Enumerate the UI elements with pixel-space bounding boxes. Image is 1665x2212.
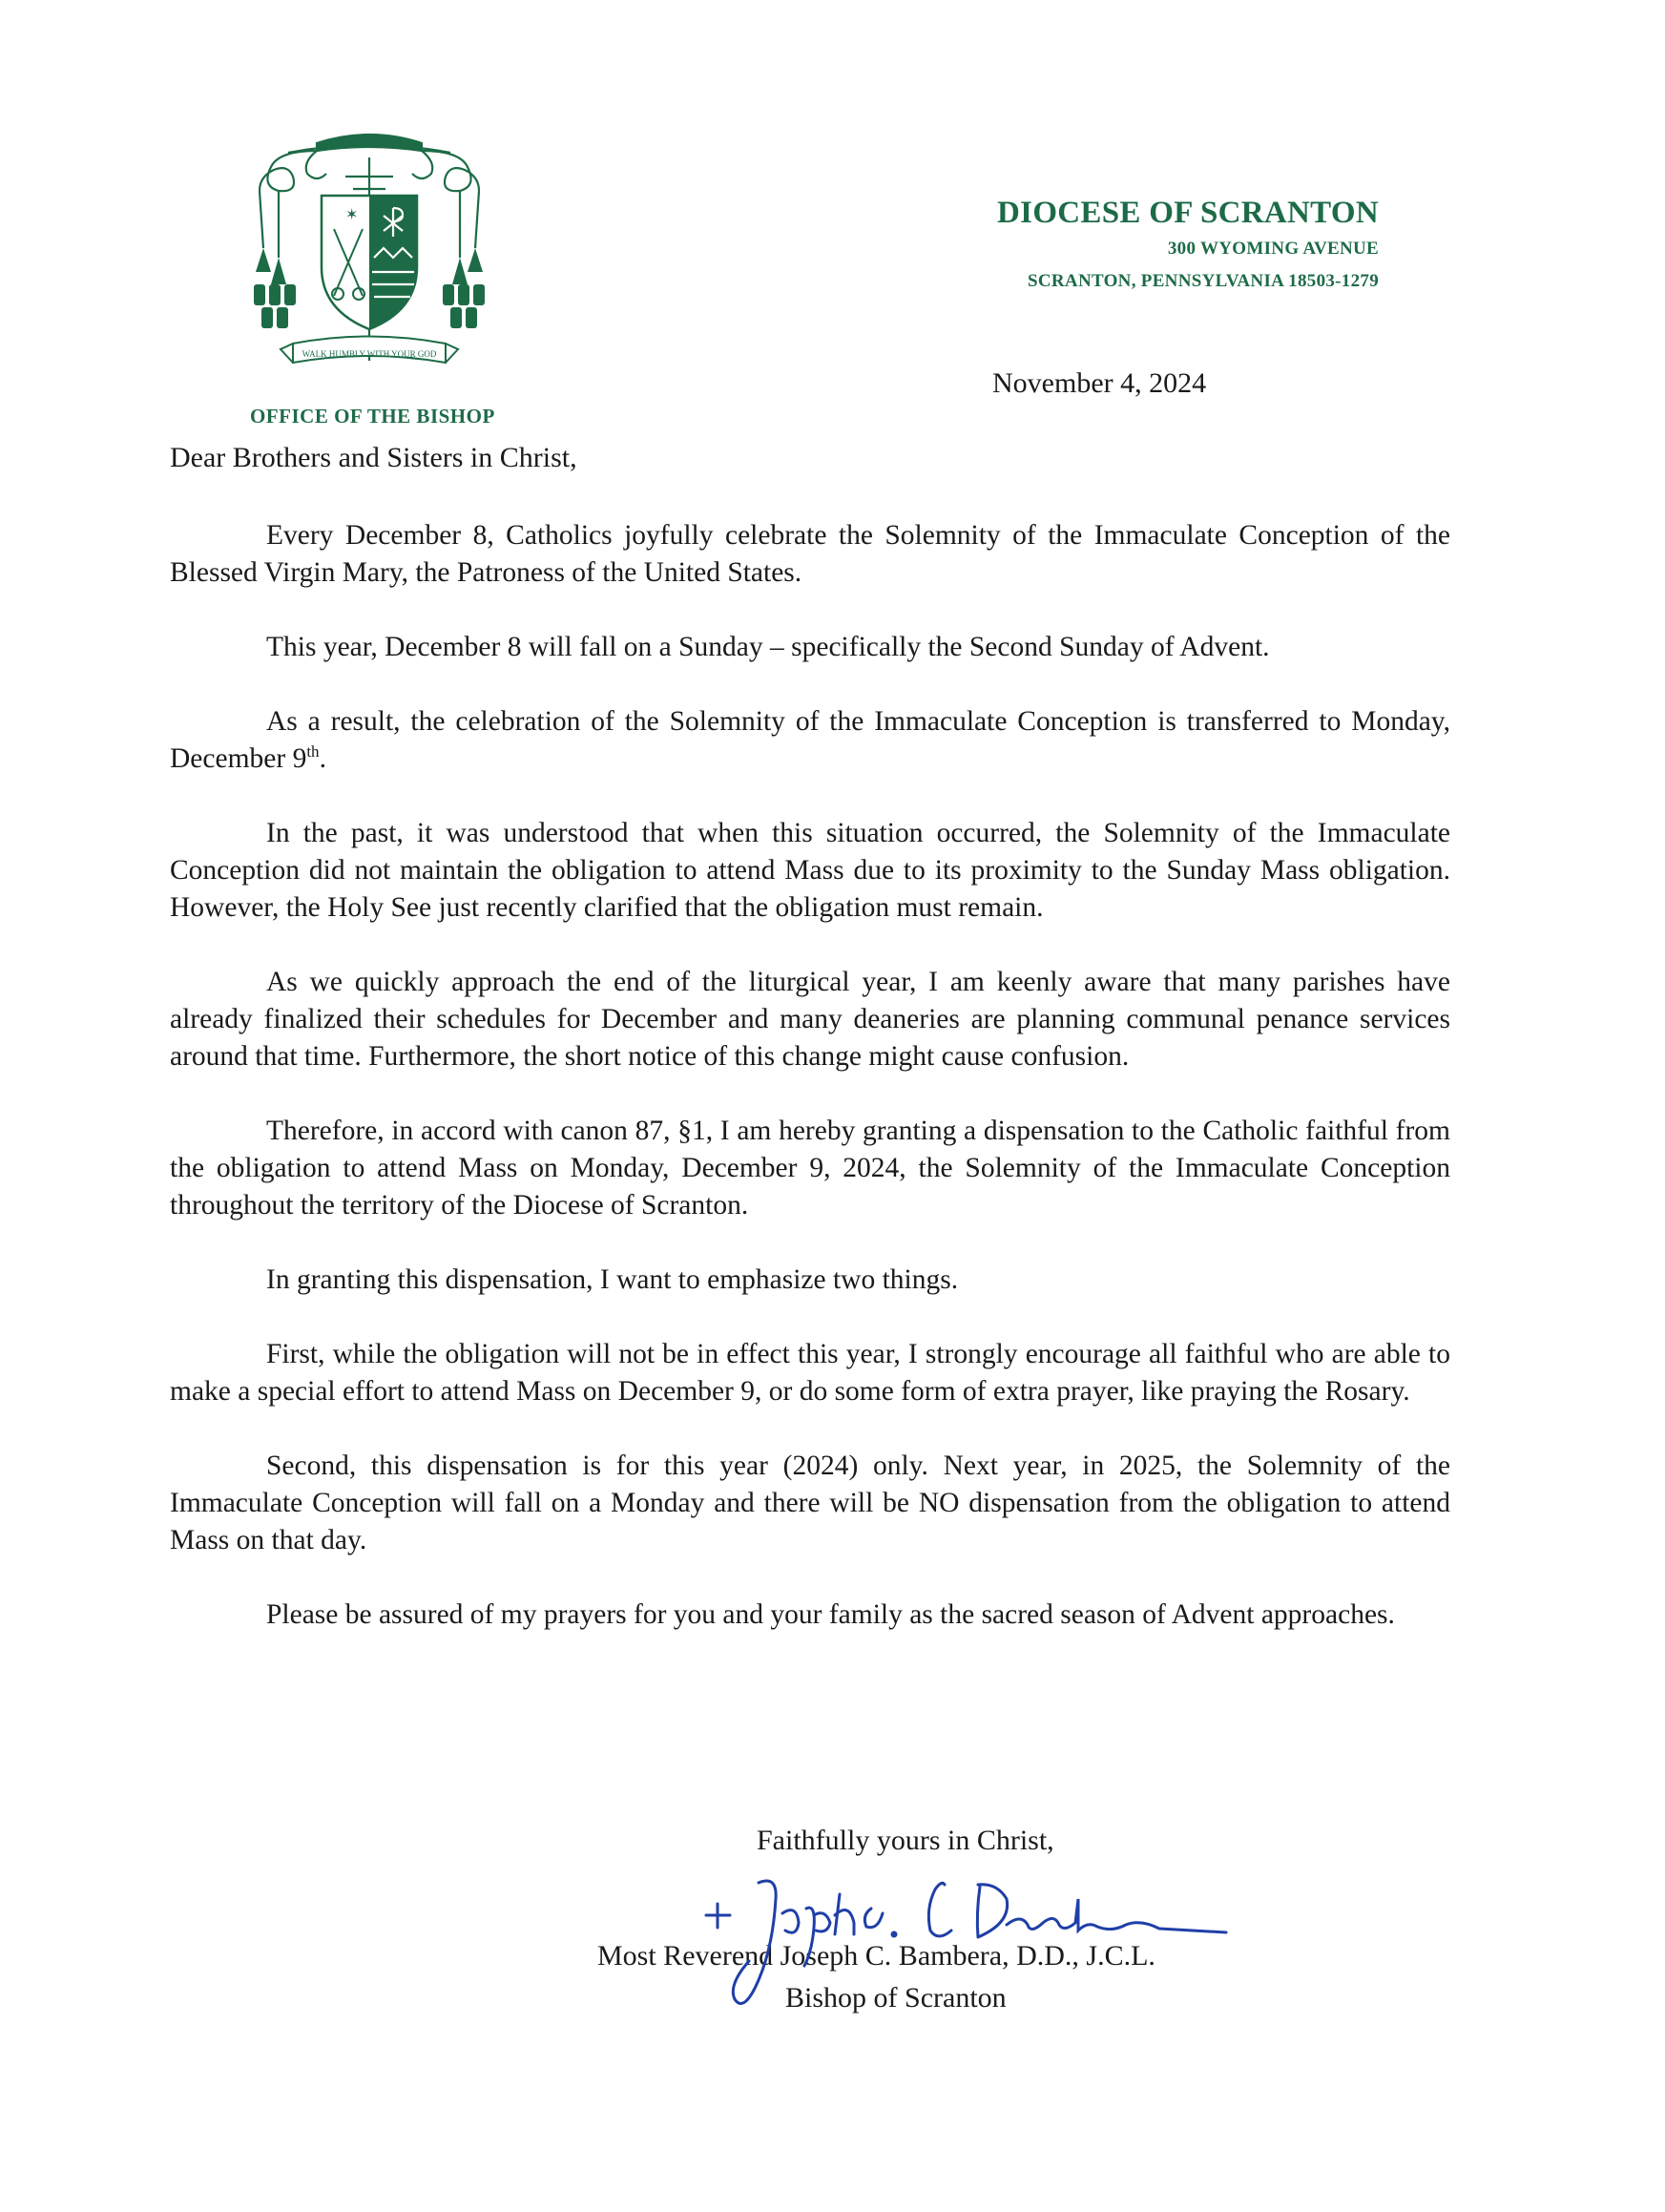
organization-name: DIOCESE OF SCRANTON [997, 196, 1379, 230]
paragraph-7: In granting this dispensation, I want to emphasize two things. [266, 1264, 959, 1295]
star-icon: ✶ [345, 205, 359, 223]
paragraph-3-text: As a result, the celebration of the Solemnity of the Immaculate Conception is transferred to Monday, December 9 [170, 706, 1450, 774]
street-address: 300 WYOMING AVENUE [1167, 239, 1379, 259]
paragraph-3 [170, 703, 1450, 778]
crest-motto: WALK HUMBLY WITH YOUR GOD [302, 349, 437, 359]
paragraph-9: Second, this dispensation is for this year (2024) only. Next year, in 2025, the Solemnity of the Immaculate Conception will fall on a Monday and there will be NO dispensation from the obligation to attend Mass on that day. [170, 1450, 1450, 1555]
letterhead-block [954, 196, 1379, 292]
letter-body [170, 517, 1450, 1634]
handwritten-signature [692, 1856, 1240, 2018]
closing: Faithfully yours in Christ, [757, 1825, 1054, 1856]
paragraph-4: In the past, it was understood that when this situation occurred, the Solemnity of the Immaculate Conception did not maintain the obligation to attend Mass due to its proximity to the Sunday Mass obligation. However, the Holy See just recently clarified that the obligation must remain. [170, 818, 1450, 923]
ordinal-suffix: th [306, 742, 320, 762]
letter-date: November 4, 2024 [992, 367, 1207, 399]
salutation: Dear Brothers and Sisters in Christ, [170, 442, 577, 473]
episcopal-crest-icon [250, 124, 489, 391]
city-state-zip: SCRANTON, PENNSYLVANIA 18503-1279 [1028, 271, 1379, 291]
paragraph-5: As we quickly approach the end of the liturgical year, I am keenly aware that many parishes have already finalized their schedules for December and many deaneries are planning communal penance services around that time. Furthermore, the short notice of this change might cause confusion. [170, 967, 1450, 1072]
signer-title: Bishop of Scranton [785, 1982, 1007, 2014]
paragraph-3-end: . [319, 743, 326, 774]
signer-name: Most Reverend Joseph C. Bambera, D.D., J.C.L. [597, 1940, 1155, 1972]
paragraph-2: This year, December 8 will fall on a Sunday – specifically the Second Sunday of Advent. [266, 632, 1270, 662]
office-of-the-bishop: OFFICE OF THE BISHOP [250, 405, 495, 428]
paragraph-8: First, while the obligation will not be in effect this year, I strongly encourage all faithful who are able to make a special effort to attend Mass on December 9, or do some form of extra prayer, like praying the Rosary. [170, 1339, 1450, 1407]
paragraph-6: Therefore, in accord with canon 87, §1, I am hereby granting a dispensation to the Catholic faithful from the obligation to attend Mass on Monday, December 9, 2024, the Solemnity of the Immaculate Conception throughout the territory of the Diocese of Scranton. [170, 1116, 1450, 1221]
paragraph-1: Every December 8, Catholics joyfully celebrate the Solemnity of the Immaculate Conception of the Blessed Virgin Mary, the Patroness of the United States. [170, 520, 1450, 588]
paragraph-10: Please be assured of my prayers for you and your family as the sacred season of Advent approaches. [266, 1599, 1395, 1630]
